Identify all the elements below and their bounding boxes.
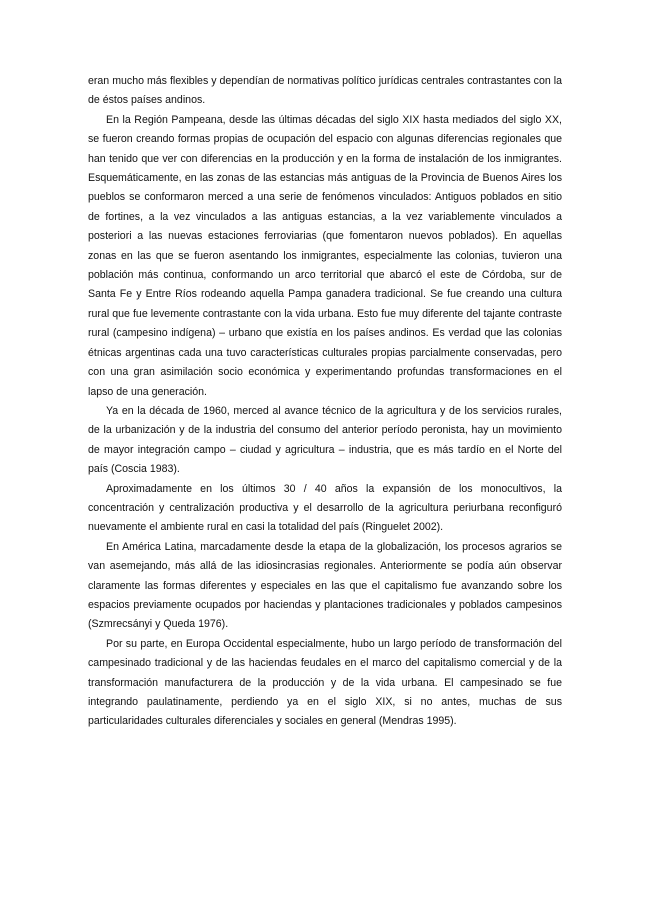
paragraph-region-pampeana: En la Región Pampeana, desde las últimas décadas del siglo XIX hasta mediados del siglo XX, se fueron creando formas propias de ocupación del espacio con algunas diferencias regionales que han tenido que ver con diferencias en la producción y en la forma de instalación de los inmigrantes. Esquemáticamente, en las zonas de las estancias más antiguas de la Provincia de Buenos Aires los pueblos se conformaron merced a una serie de fenómenos vinculados: Antiguos poblados en sitio de fortines, a la vez vinculados a las antiguas estancias, a la vez variablemente vinculados a posteriori a las nuevas estaciones ferroviarias (que fomentaron nuevos poblados). En aquellas zonas en las que se fueron asentando los inmigrantes, especialmente las colonias, tuvieron una población más continua, conformando un arco territorial que abarcó el este de Córdoba, sur de Santa Fe y Entre Ríos rodeando aquella Pampa ganadera tradicional. Se fue creando una cultura rural que fue levemente contrastante con la vida urbana. Esto fue muy diferente del tajante contraste rural (campesino indígena) – urbano que existía en los países andinos. Es verdad que las colonias étnicas argentinas cada una tuvo características culturales propias parcialmente conservadas, pero con una gran asimilación socio económica y experimentando profundas transformaciones en el lapso de una generación.	[88, 113, 562, 398]
paragraph-america-latina: En América Latina, marcadamente desde la etapa de la globalización, los procesos agrarios se van asemejando, más allá de las idiosincrasias regionales. Anteriormente se podía aún observar claramente las formas diferentes y especiales en las que el capitalismo fue avanzando sobre los espacios previamente ocupados por haciendas y plantaciones tradicionales y poblados campesinos (Szmrecsányi y Queda 1976).	[88, 540, 562, 631]
paragraph-monocultivos: Aproximadamente en los últimos 30 / 40 años la expansión de los monocultivos, la concentración y centralización productiva y el desarrollo de la agricultura periurbana reconfiguró nuevamente el ambiente rural en casi la totalidad del país (Ringuelet 2002).	[88, 482, 562, 534]
paragraph-continuation: eran mucho más flexibles y dependían de normativas político jurídicas centrales contrastantes con la de éstos países andinos.	[88, 75, 562, 107]
document-page	[88, 72, 562, 732]
paragraph-europa-occidental: Por su parte, en Europa Occidental especialmente, hubo un largo período de transformación del campesinado tradicional y de las haciendas feudales en el marco del capitalismo comercial y de la transformación manufacturera de la producción y de la vida urbana. El campesinado se fue integrando paulatinamente, perdiendo ya en el siglo XIX, si no antes, muchas de sus particularidades culturales diferenciales y sociales en general (Mendras 1995).	[88, 637, 562, 728]
paragraph-decada-1960: Ya en la década de 1960, merced al avance técnico de la agricultura y de los servicios rurales, de la urbanización y de la industria del consumo del anterior período peronista, hay un movimiento de mayor integración campo – ciudad y agricultura – industria, que es más tardío en el Norte del país (Coscia 1983).	[88, 404, 562, 476]
